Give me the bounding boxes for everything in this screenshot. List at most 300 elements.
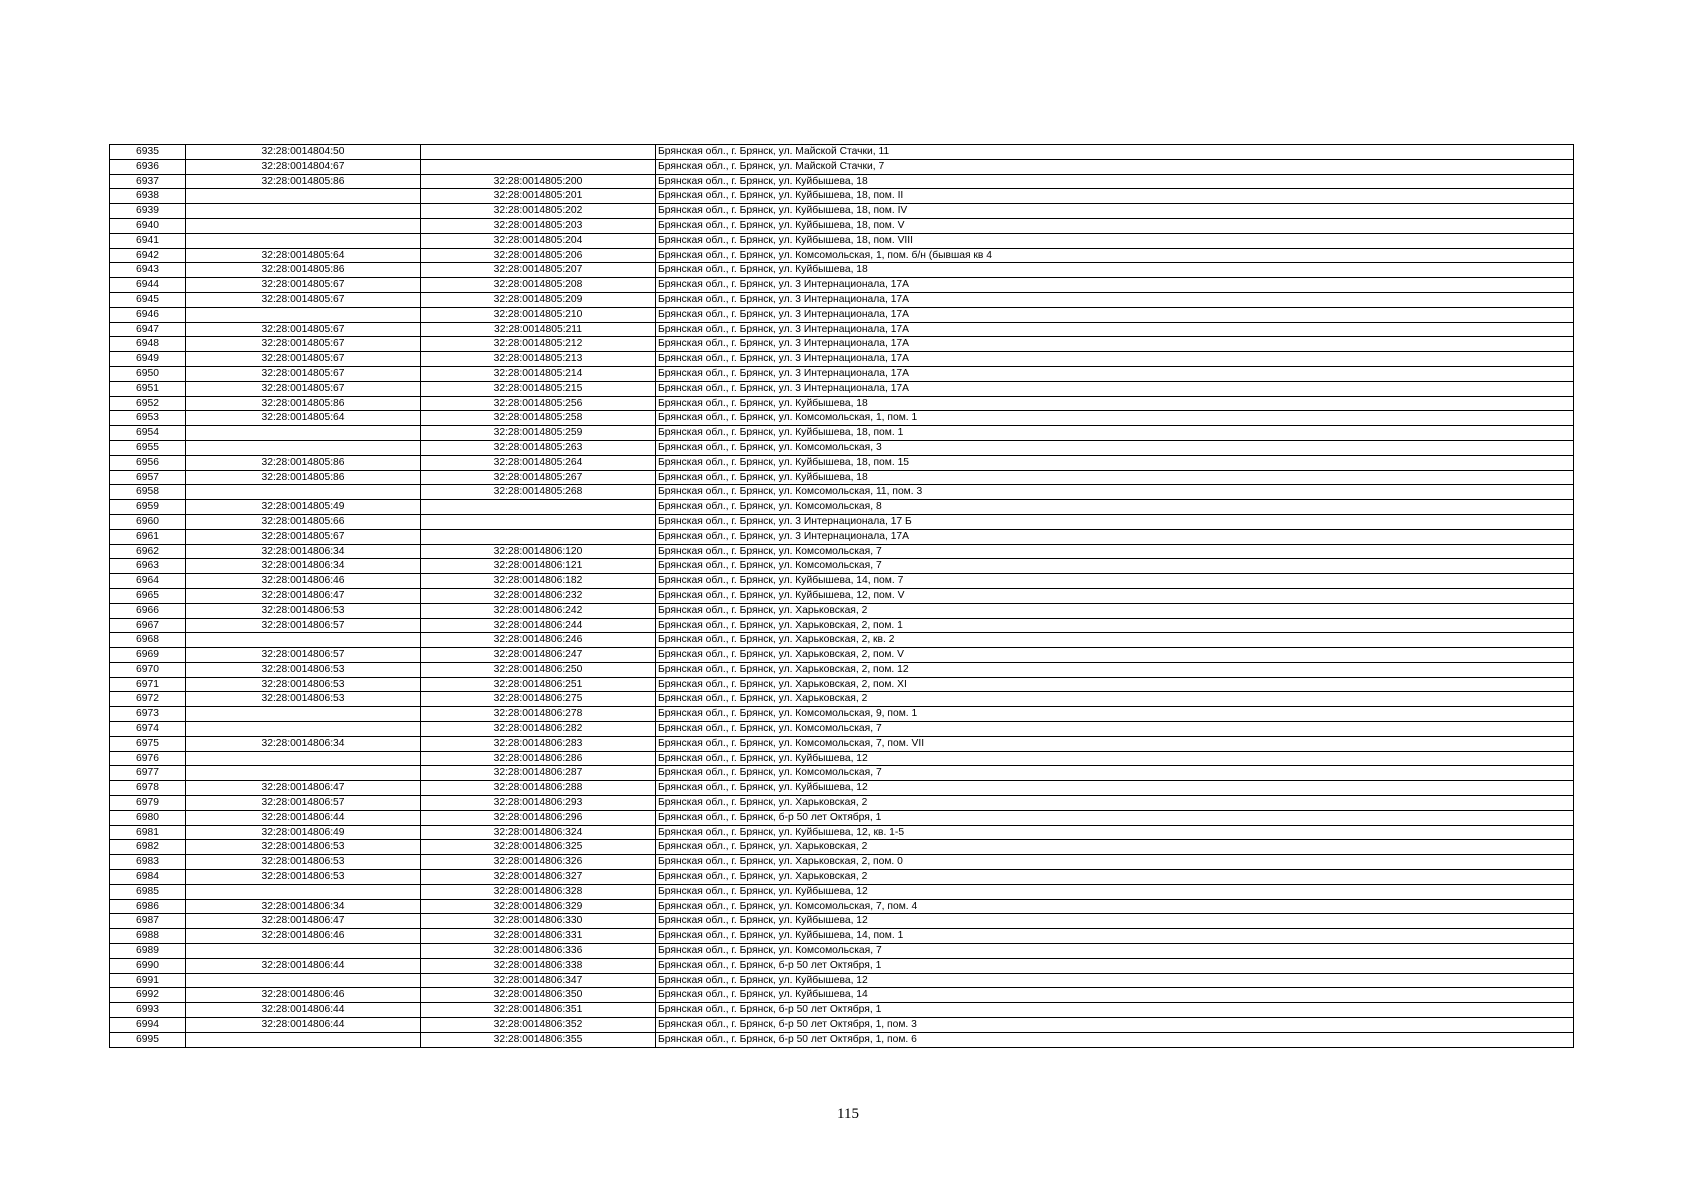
parent-cadastral-number-cell	[186, 233, 421, 248]
cadastral-number-cell: 32:28:0014805:215	[421, 381, 656, 396]
table-row	[110, 174, 1574, 189]
address-cell: Брянская обл., г. Брянск, ул. Харьковская, 2, пом. 12	[656, 662, 1574, 677]
table-row	[110, 159, 1574, 174]
address-cell: Брянская обл., г. Брянск, ул. Куйбышева, 18, пом. II	[656, 189, 1574, 204]
cadastral-number-cell: 32:28:0014806:338	[421, 958, 656, 973]
cadastral-number-cell: 32:28:0014805:267	[421, 470, 656, 485]
row-number-cell: 6963	[110, 559, 186, 574]
parent-cadastral-number-cell: 32:28:0014805:67	[186, 529, 421, 544]
parent-cadastral-number-cell: 32:28:0014805:67	[186, 337, 421, 352]
cadastral-number-cell: 32:28:0014805:258	[421, 411, 656, 426]
cadastral-number-cell: 32:28:0014806:251	[421, 677, 656, 692]
table-row	[110, 633, 1574, 648]
row-number-cell: 6958	[110, 485, 186, 500]
table-row	[110, 366, 1574, 381]
row-number-cell: 6971	[110, 677, 186, 692]
table-row	[110, 307, 1574, 322]
parent-cadastral-number-cell	[186, 204, 421, 219]
row-number-cell: 6957	[110, 470, 186, 485]
parent-cadastral-number-cell: 32:28:0014806:53	[186, 870, 421, 885]
cadastral-number-cell: 32:28:0014806:347	[421, 973, 656, 988]
address-cell: Брянская обл., г. Брянск, б-р 50 лет Октября, 1, пом. 6	[656, 1032, 1574, 1047]
cadastral-number-cell: 32:28:0014805:264	[421, 455, 656, 470]
parent-cadastral-number-cell: 32:28:0014806:34	[186, 899, 421, 914]
parent-cadastral-number-cell	[186, 751, 421, 766]
parent-cadastral-number-cell: 32:28:0014806:57	[186, 648, 421, 663]
address-cell: Брянская обл., г. Брянск, ул. Комсомольская, 9, пом. 1	[656, 707, 1574, 722]
row-number-cell: 6987	[110, 914, 186, 929]
cadastral-number-cell: 32:28:0014805:209	[421, 292, 656, 307]
cadastral-number-cell: 32:28:0014805:212	[421, 337, 656, 352]
row-number-cell: 6952	[110, 396, 186, 411]
address-cell: Брянская обл., г. Брянск, ул. Куйбышева, 14, пом. 1	[656, 929, 1574, 944]
row-number-cell: 6990	[110, 958, 186, 973]
registry-table	[109, 144, 1574, 1048]
table-row	[110, 766, 1574, 781]
parent-cadastral-number-cell: 32:28:0014806:53	[186, 603, 421, 618]
cadastral-number-cell: 32:28:0014806:121	[421, 559, 656, 574]
table-row	[110, 988, 1574, 1003]
row-number-cell: 6981	[110, 825, 186, 840]
address-cell: Брянская обл., г. Брянск, ул. Комсомольская, 7	[656, 559, 1574, 574]
parent-cadastral-number-cell	[186, 189, 421, 204]
table-row	[110, 352, 1574, 367]
table-row	[110, 692, 1574, 707]
parent-cadastral-number-cell: 32:28:0014806:34	[186, 559, 421, 574]
row-number-cell: 6959	[110, 500, 186, 515]
cadastral-number-cell: 32:28:0014806:350	[421, 988, 656, 1003]
table-row	[110, 781, 1574, 796]
address-cell: Брянская обл., г. Брянск, ул. Куйбышева, 12	[656, 751, 1574, 766]
cadastral-number-cell: 32:28:0014805:268	[421, 485, 656, 500]
table-row	[110, 914, 1574, 929]
cadastral-number-cell	[421, 529, 656, 544]
table-row	[110, 544, 1574, 559]
address-cell: Брянская обл., г. Брянск, ул. Куйбышева, 18, пом. 1	[656, 426, 1574, 441]
cadastral-number-cell: 32:28:0014806:247	[421, 648, 656, 663]
cadastral-number-cell: 32:28:0014806:326	[421, 855, 656, 870]
row-number-cell: 6977	[110, 766, 186, 781]
cadastral-number-cell: 32:28:0014805:259	[421, 426, 656, 441]
cadastral-number-cell: 32:28:0014806:355	[421, 1032, 656, 1047]
address-cell: Брянская обл., г. Брянск, ул. Куйбышева, 18	[656, 263, 1574, 278]
parent-cadastral-number-cell: 32:28:0014805:86	[186, 263, 421, 278]
table-row	[110, 189, 1574, 204]
parent-cadastral-number-cell	[186, 766, 421, 781]
row-number-cell: 6985	[110, 884, 186, 899]
table-row	[110, 426, 1574, 441]
parent-cadastral-number-cell: 32:28:0014804:50	[186, 145, 421, 160]
row-number-cell: 6966	[110, 603, 186, 618]
cadastral-number-cell: 32:28:0014805:204	[421, 233, 656, 248]
table-row	[110, 929, 1574, 944]
row-number-cell: 6950	[110, 366, 186, 381]
address-cell: Брянская обл., г. Брянск, ул. Куйбышева, 18, пом. VIII	[656, 233, 1574, 248]
address-cell: Брянская обл., г. Брянск, ул. Харьковская, 2	[656, 603, 1574, 618]
row-number-cell: 6986	[110, 899, 186, 914]
parent-cadastral-number-cell: 32:28:0014805:86	[186, 455, 421, 470]
row-number-cell: 6937	[110, 174, 186, 189]
address-cell: Брянская обл., г. Брянск, ул. Майской Стачки, 11	[656, 145, 1574, 160]
parent-cadastral-number-cell: 32:28:0014805:86	[186, 174, 421, 189]
parent-cadastral-number-cell: 32:28:0014806:46	[186, 988, 421, 1003]
row-number-cell: 6972	[110, 692, 186, 707]
parent-cadastral-number-cell: 32:28:0014805:67	[186, 366, 421, 381]
row-number-cell: 6965	[110, 588, 186, 603]
address-cell: Брянская обл., г. Брянск, ул. Комсомольская, 7, пом. VII	[656, 736, 1574, 751]
table-row	[110, 810, 1574, 825]
address-cell: Брянская обл., г. Брянск, ул. Куйбышева, 12	[656, 781, 1574, 796]
address-cell: Брянская обл., г. Брянск, ул. Куйбышева, 12	[656, 884, 1574, 899]
cadastral-number-cell: 32:28:0014805:207	[421, 263, 656, 278]
row-number-cell: 6941	[110, 233, 186, 248]
cadastral-number-cell: 32:28:0014806:286	[421, 751, 656, 766]
cadastral-number-cell: 32:28:0014805:208	[421, 278, 656, 293]
table-row	[110, 145, 1574, 160]
address-cell: Брянская обл., г. Брянск, ул. Комсомольская, 1, пом. б/н (бывшая кв 4	[656, 248, 1574, 263]
cadastral-number-cell: 32:28:0014805:256	[421, 396, 656, 411]
parent-cadastral-number-cell	[186, 707, 421, 722]
table-row	[110, 263, 1574, 278]
address-cell: Брянская обл., г. Брянск, ул. Комсомольская, 7	[656, 944, 1574, 959]
address-cell: Брянская обл., г. Брянск, ул. Харьковская, 2	[656, 692, 1574, 707]
address-cell: Брянская обл., г. Брянск, б-р 50 лет Октября, 1	[656, 1003, 1574, 1018]
parent-cadastral-number-cell: 32:28:0014806:57	[186, 796, 421, 811]
row-number-cell: 6956	[110, 455, 186, 470]
table-row	[110, 884, 1574, 899]
cadastral-number-cell: 32:28:0014806:327	[421, 870, 656, 885]
parent-cadastral-number-cell	[186, 307, 421, 322]
cadastral-number-cell	[421, 514, 656, 529]
table-row	[110, 381, 1574, 396]
address-cell: Брянская обл., г. Брянск, ул. Харьковская, 2, пом. V	[656, 648, 1574, 663]
parent-cadastral-number-cell	[186, 633, 421, 648]
row-number-cell: 6947	[110, 322, 186, 337]
cadastral-number-cell: 32:28:0014806:120	[421, 544, 656, 559]
row-number-cell: 6988	[110, 929, 186, 944]
parent-cadastral-number-cell: 32:28:0014805:66	[186, 514, 421, 529]
cadastral-number-cell	[421, 159, 656, 174]
table-row	[110, 322, 1574, 337]
row-number-cell: 6944	[110, 278, 186, 293]
table-row	[110, 1003, 1574, 1018]
parent-cadastral-number-cell	[186, 944, 421, 959]
table-row	[110, 292, 1574, 307]
table-row	[110, 455, 1574, 470]
address-cell: Брянская обл., г. Брянск, ул. Комсомольская, 1, пом. 1	[656, 411, 1574, 426]
cadastral-number-cell: 32:28:0014805:263	[421, 440, 656, 455]
address-cell: Брянская обл., г. Брянск, ул. Комсомольская, 8	[656, 500, 1574, 515]
table-row	[110, 470, 1574, 485]
table-row	[110, 899, 1574, 914]
address-cell: Брянская обл., г. Брянск, ул. Харьковская, 2, пом. 1	[656, 618, 1574, 633]
row-number-cell: 6969	[110, 648, 186, 663]
table-row	[110, 958, 1574, 973]
address-cell: Брянская обл., г. Брянск, ул. Куйбышева, 12	[656, 914, 1574, 929]
table-row	[110, 603, 1574, 618]
table-row	[110, 529, 1574, 544]
row-number-cell: 6991	[110, 973, 186, 988]
parent-cadastral-number-cell: 32:28:0014806:47	[186, 588, 421, 603]
registry-table-body	[110, 145, 1574, 1048]
row-number-cell: 6946	[110, 307, 186, 322]
cadastral-number-cell: 32:28:0014806:246	[421, 633, 656, 648]
table-row	[110, 707, 1574, 722]
parent-cadastral-number-cell: 32:28:0014806:44	[186, 1003, 421, 1018]
address-cell: Брянская обл., г. Брянск, ул. 3 Интернационала, 17 Б	[656, 514, 1574, 529]
address-cell: Брянская обл., г. Брянск, ул. Куйбышева, 18, пом. IV	[656, 204, 1574, 219]
table-row	[110, 855, 1574, 870]
row-number-cell: 6968	[110, 633, 186, 648]
address-cell: Брянская обл., г. Брянск, ул. Комсомольская, 3	[656, 440, 1574, 455]
parent-cadastral-number-cell: 32:28:0014805:67	[186, 322, 421, 337]
address-cell: Брянская обл., г. Брянск, ул. 3 Интернационала, 17А	[656, 307, 1574, 322]
parent-cadastral-number-cell: 32:28:0014806:46	[186, 929, 421, 944]
address-cell: Брянская обл., г. Брянск, ул. 3 Интернационала, 17А	[656, 337, 1574, 352]
table-row	[110, 514, 1574, 529]
row-number-cell: 6943	[110, 263, 186, 278]
cadastral-number-cell: 32:28:0014806:275	[421, 692, 656, 707]
cadastral-number-cell: 32:28:0014806:287	[421, 766, 656, 781]
row-number-cell: 6935	[110, 145, 186, 160]
parent-cadastral-number-cell: 32:28:0014805:49	[186, 500, 421, 515]
row-number-cell: 6993	[110, 1003, 186, 1018]
table-row	[110, 796, 1574, 811]
row-number-cell: 6975	[110, 736, 186, 751]
cadastral-number-cell: 32:28:0014805:213	[421, 352, 656, 367]
cadastral-number-cell: 32:28:0014806:288	[421, 781, 656, 796]
row-number-cell: 6992	[110, 988, 186, 1003]
address-cell: Брянская обл., г. Брянск, ул. 3 Интернационала, 17А	[656, 352, 1574, 367]
cadastral-number-cell: 32:28:0014805:214	[421, 366, 656, 381]
row-number-cell: 6961	[110, 529, 186, 544]
address-cell: Брянская обл., г. Брянск, ул. Комсомольская, 7, пом. 4	[656, 899, 1574, 914]
parent-cadastral-number-cell: 32:28:0014806:34	[186, 544, 421, 559]
parent-cadastral-number-cell: 32:28:0014806:53	[186, 692, 421, 707]
address-cell: Брянская обл., г. Брянск, ул. 3 Интернационала, 17А	[656, 366, 1574, 381]
parent-cadastral-number-cell: 32:28:0014806:34	[186, 736, 421, 751]
cadastral-number-cell: 32:28:0014806:324	[421, 825, 656, 840]
address-cell: Брянская обл., г. Брянск, ул. Куйбышева, 18	[656, 470, 1574, 485]
cadastral-number-cell: 32:28:0014806:296	[421, 810, 656, 825]
parent-cadastral-number-cell: 32:28:0014805:67	[186, 381, 421, 396]
address-cell: Брянская обл., г. Брянск, ул. Куйбышева, 12	[656, 973, 1574, 988]
cadastral-number-cell: 32:28:0014806:325	[421, 840, 656, 855]
parent-cadastral-number-cell: 32:28:0014806:53	[186, 677, 421, 692]
address-cell: Брянская обл., г. Брянск, ул. Куйбышева, 12, пом. V	[656, 588, 1574, 603]
address-cell: Брянская обл., г. Брянск, ул. Комсомольская, 7	[656, 544, 1574, 559]
cadastral-number-cell: 32:28:0014806:331	[421, 929, 656, 944]
row-number-cell: 6936	[110, 159, 186, 174]
cadastral-number-cell: 32:28:0014806:232	[421, 588, 656, 603]
address-cell: Брянская обл., г. Брянск, ул. Куйбышева, 14, пом. 7	[656, 574, 1574, 589]
address-cell: Брянская обл., г. Брянск, ул. Харьковская, 2	[656, 840, 1574, 855]
address-cell: Брянская обл., г. Брянск, ул. 3 Интернационала, 17А	[656, 292, 1574, 307]
table-row	[110, 337, 1574, 352]
table-row	[110, 944, 1574, 959]
cadastral-number-cell: 32:28:0014805:203	[421, 218, 656, 233]
address-cell: Брянская обл., г. Брянск, ул. Комсомольская, 7	[656, 766, 1574, 781]
address-cell: Брянская обл., г. Брянск, ул. 3 Интернационала, 17А	[656, 322, 1574, 337]
cadastral-number-cell: 32:28:0014805:200	[421, 174, 656, 189]
cadastral-number-cell: 32:28:0014806:351	[421, 1003, 656, 1018]
row-number-cell: 6940	[110, 218, 186, 233]
parent-cadastral-number-cell	[186, 440, 421, 455]
address-cell: Брянская обл., г. Брянск, ул. 3 Интернационала, 17А	[656, 278, 1574, 293]
row-number-cell: 6949	[110, 352, 186, 367]
cadastral-number-cell: 32:28:0014805:211	[421, 322, 656, 337]
table-row	[110, 870, 1574, 885]
row-number-cell: 6954	[110, 426, 186, 441]
cadastral-number-cell: 32:28:0014806:352	[421, 1018, 656, 1033]
address-cell: Брянская обл., г. Брянск, ул. Куйбышева, 14	[656, 988, 1574, 1003]
cadastral-number-cell: 32:28:0014806:336	[421, 944, 656, 959]
cadastral-number-cell: 32:28:0014806:328	[421, 884, 656, 899]
address-cell: Брянская обл., г. Брянск, ул. Харьковская, 2, пом. 0	[656, 855, 1574, 870]
row-number-cell: 6951	[110, 381, 186, 396]
cadastral-number-cell: 32:28:0014806:293	[421, 796, 656, 811]
cadastral-number-cell: 32:28:0014806:244	[421, 618, 656, 633]
row-number-cell: 6953	[110, 411, 186, 426]
parent-cadastral-number-cell	[186, 218, 421, 233]
row-number-cell: 6994	[110, 1018, 186, 1033]
parent-cadastral-number-cell: 32:28:0014804:67	[186, 159, 421, 174]
parent-cadastral-number-cell: 32:28:0014806:47	[186, 914, 421, 929]
row-number-cell: 6955	[110, 440, 186, 455]
table-row	[110, 559, 1574, 574]
address-cell: Брянская обл., г. Брянск, ул. Куйбышева, 18	[656, 396, 1574, 411]
table-row	[110, 218, 1574, 233]
table-row	[110, 1018, 1574, 1033]
table-row	[110, 588, 1574, 603]
row-number-cell: 6995	[110, 1032, 186, 1047]
table-row	[110, 973, 1574, 988]
address-cell: Брянская обл., г. Брянск, ул. Харьковская, 2, кв. 2	[656, 633, 1574, 648]
cadastral-number-cell: 32:28:0014805:206	[421, 248, 656, 263]
cadastral-number-cell: 32:28:0014806:329	[421, 899, 656, 914]
table-row	[110, 574, 1574, 589]
cadastral-number-cell: 32:28:0014806:283	[421, 736, 656, 751]
parent-cadastral-number-cell: 32:28:0014805:64	[186, 411, 421, 426]
parent-cadastral-number-cell: 32:28:0014805:86	[186, 470, 421, 485]
address-cell: Брянская обл., г. Брянск, ул. Майской Стачки, 7	[656, 159, 1574, 174]
row-number-cell: 6964	[110, 574, 186, 589]
parent-cadastral-number-cell	[186, 722, 421, 737]
row-number-cell: 6970	[110, 662, 186, 677]
table-row	[110, 648, 1574, 663]
table-row	[110, 500, 1574, 515]
row-number-cell: 6962	[110, 544, 186, 559]
table-row	[110, 204, 1574, 219]
parent-cadastral-number-cell: 32:28:0014806:44	[186, 810, 421, 825]
parent-cadastral-number-cell: 32:28:0014805:67	[186, 352, 421, 367]
parent-cadastral-number-cell: 32:28:0014806:49	[186, 825, 421, 840]
row-number-cell: 6980	[110, 810, 186, 825]
cadastral-number-cell: 32:28:0014806:330	[421, 914, 656, 929]
address-cell: Брянская обл., г. Брянск, ул. Куйбышева, 18	[656, 174, 1574, 189]
parent-cadastral-number-cell	[186, 1032, 421, 1047]
parent-cadastral-number-cell: 32:28:0014806:57	[186, 618, 421, 633]
table-row	[110, 278, 1574, 293]
table-row	[110, 248, 1574, 263]
parent-cadastral-number-cell	[186, 485, 421, 500]
table-row	[110, 485, 1574, 500]
table-row	[110, 662, 1574, 677]
row-number-cell: 6939	[110, 204, 186, 219]
row-number-cell: 6978	[110, 781, 186, 796]
parent-cadastral-number-cell	[186, 973, 421, 988]
cadastral-number-cell: 32:28:0014806:250	[421, 662, 656, 677]
row-number-cell: 6938	[110, 189, 186, 204]
row-number-cell: 6983	[110, 855, 186, 870]
table-row	[110, 677, 1574, 692]
address-cell: Брянская обл., г. Брянск, ул. Куйбышева, 12, кв. 1-5	[656, 825, 1574, 840]
table-row	[110, 722, 1574, 737]
parent-cadastral-number-cell: 32:28:0014806:46	[186, 574, 421, 589]
parent-cadastral-number-cell: 32:28:0014805:86	[186, 396, 421, 411]
cadastral-number-cell	[421, 145, 656, 160]
address-cell: Брянская обл., г. Брянск, ул. Харьковская, 2	[656, 870, 1574, 885]
cadastral-number-cell: 32:28:0014806:282	[421, 722, 656, 737]
address-cell: Брянская обл., г. Брянск, ул. Харьковская, 2	[656, 796, 1574, 811]
parent-cadastral-number-cell: 32:28:0014806:44	[186, 958, 421, 973]
row-number-cell: 6984	[110, 870, 186, 885]
page-number: 115	[837, 1106, 859, 1122]
parent-cadastral-number-cell: 32:28:0014805:67	[186, 292, 421, 307]
parent-cadastral-number-cell: 32:28:0014806:53	[186, 840, 421, 855]
row-number-cell: 6967	[110, 618, 186, 633]
cadastral-number-cell: 32:28:0014806:182	[421, 574, 656, 589]
cadastral-number-cell	[421, 500, 656, 515]
row-number-cell: 6942	[110, 248, 186, 263]
row-number-cell: 6973	[110, 707, 186, 722]
parent-cadastral-number-cell: 32:28:0014805:67	[186, 278, 421, 293]
table-row	[110, 736, 1574, 751]
parent-cadastral-number-cell: 32:28:0014806:47	[186, 781, 421, 796]
address-cell: Брянская обл., г. Брянск, ул. Харьковская, 2, пом. XI	[656, 677, 1574, 692]
address-cell: Брянская обл., г. Брянск, ул. 3 Интернационала, 17А	[656, 381, 1574, 396]
parent-cadastral-number-cell	[186, 884, 421, 899]
address-cell: Брянская обл., г. Брянск, ул. Комсомольская, 7	[656, 722, 1574, 737]
parent-cadastral-number-cell: 32:28:0014806:44	[186, 1018, 421, 1033]
table-row	[110, 411, 1574, 426]
table-row	[110, 440, 1574, 455]
parent-cadastral-number-cell: 32:28:0014806:53	[186, 855, 421, 870]
table-row	[110, 618, 1574, 633]
address-cell: Брянская обл., г. Брянск, б-р 50 лет Октября, 1	[656, 958, 1574, 973]
row-number-cell: 6974	[110, 722, 186, 737]
address-cell: Брянская обл., г. Брянск, б-р 50 лет Октября, 1	[656, 810, 1574, 825]
row-number-cell: 6979	[110, 796, 186, 811]
address-cell: Брянская обл., г. Брянск, б-р 50 лет Октября, 1, пом. 3	[656, 1018, 1574, 1033]
cadastral-number-cell: 32:28:0014805:210	[421, 307, 656, 322]
row-number-cell: 6989	[110, 944, 186, 959]
table-row	[110, 396, 1574, 411]
table-row	[110, 840, 1574, 855]
cadastral-number-cell: 32:28:0014805:202	[421, 204, 656, 219]
row-number-cell: 6945	[110, 292, 186, 307]
parent-cadastral-number-cell: 32:28:0014805:64	[186, 248, 421, 263]
cadastral-number-cell: 32:28:0014805:201	[421, 189, 656, 204]
cadastral-number-cell: 32:28:0014806:242	[421, 603, 656, 618]
table-row	[110, 1032, 1574, 1047]
address-cell: Брянская обл., г. Брянск, ул. Комсомольская, 11, пом. 3	[656, 485, 1574, 500]
table-row	[110, 825, 1574, 840]
cadastral-number-cell: 32:28:0014806:278	[421, 707, 656, 722]
table-row	[110, 751, 1574, 766]
address-cell: Брянская обл., г. Брянск, ул. 3 Интернационала, 17А	[656, 529, 1574, 544]
table-row	[110, 233, 1574, 248]
